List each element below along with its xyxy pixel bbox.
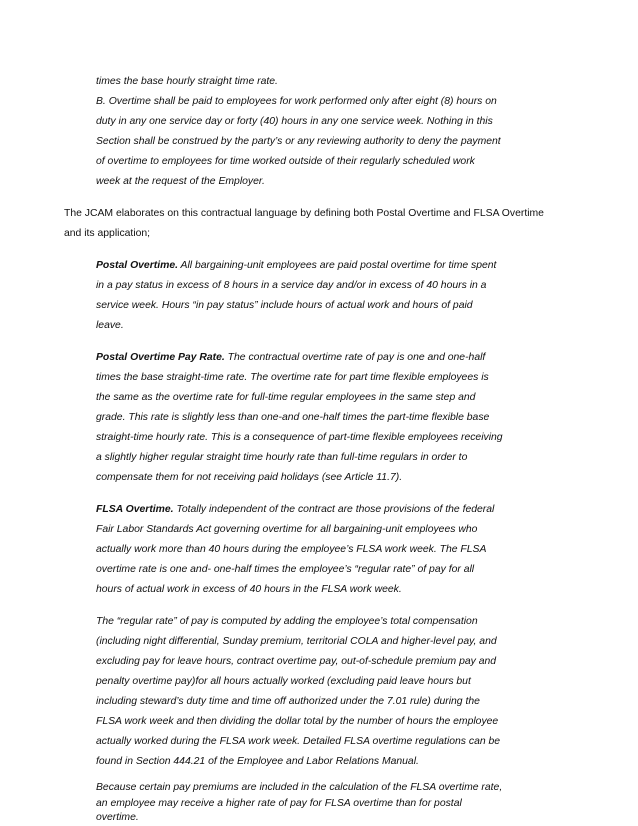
contract-line: B. Overtime shall be paid to employees for work performed only after eight (8) hours on	[96, 96, 497, 107]
premiums-line: overtime.	[96, 812, 139, 823]
contract-line: week at the request of the Employer.	[96, 176, 265, 187]
regular-rate-line: including steward’s duty time and time off authorized under the 7.01 rule) during the	[96, 696, 480, 707]
postal-rate-line: grade. This rate is slightly less than one-and one-half times the part-time flexible base	[96, 412, 490, 423]
flsa-overtime-line: Fair Labor Standards Act governing overtime for all bargaining-unit employees who	[96, 524, 478, 535]
regular-rate-line: found in Section 444.21 of the Employee and Labor Relations Manual.	[96, 756, 419, 767]
postal-rate-line: the same as the overtime rate for full-time regular employees in the same step and	[96, 392, 476, 403]
flsa-overtime-first-line	[96, 504, 494, 516]
postal-rate-line: times the base straight-time rate. The overtime rate for part time flexible employees is	[96, 372, 489, 383]
contract-line: Section shall be construed by the party’s or any reviewing authority to deny the payment	[96, 136, 501, 147]
intro-line: The JCAM elaborates on this contractual language by defining both Postal Overtime and FLSA Overtime	[64, 208, 544, 219]
regular-rate-line: The “regular rate” of pay is computed by adding the employee’s total compensation	[96, 616, 478, 627]
postal-rate-line: straight-time hourly rate. This is a consequence of part-time flexible employees receiving	[96, 432, 503, 443]
postal-rate-first-line	[96, 352, 485, 364]
postal-overtime-text: All bargaining-unit employees are paid postal overtime for time spent	[178, 260, 497, 271]
contract-line: times the base hourly straight time rate.	[96, 76, 278, 87]
contract-line: duty in any one service day or forty (40) hours in any one service week. Nothing in this	[96, 116, 493, 127]
flsa-overtime-line: actually work more than 40 hours during the employee’s FLSA work week. The FLSA	[96, 544, 487, 555]
regular-rate-line: actually worked during the FLSA work week. Detailed FLSA overtime regulations can be	[96, 736, 501, 747]
postal-overtime-heading: Postal Overtime.	[96, 260, 179, 271]
flsa-overtime-heading: FLSA Overtime.	[96, 504, 174, 515]
postal-rate-heading: Postal Overtime Pay Rate.	[96, 352, 225, 363]
regular-rate-line: excluding pay for leave hours, contract overtime pay, out-of-schedule premium pay and	[96, 656, 497, 667]
flsa-overtime-line: hours of actual work in excess of 40 hours in the FLSA work week.	[96, 584, 402, 595]
flsa-overtime-line: overtime rate is one and- one-half times the employee’s “regular rate” of pay for all	[96, 564, 475, 575]
postal-overtime-line: leave.	[96, 320, 124, 331]
intro-line: and its application;	[64, 228, 151, 239]
premiums-line: Because certain pay premiums are included in the calculation of the FLSA overtime rate,	[96, 782, 503, 793]
postal-overtime-line: in a pay status in excess of 8 hours in a service day and/or in excess of 40 hours in a	[96, 280, 487, 291]
regular-rate-line: penalty overtime pay)for all hours actually worked (excluding paid leave hours but	[96, 676, 471, 687]
postal-rate-line: a slightly higher regular straight time hourly rate than full-time regulars in order to	[96, 452, 468, 463]
postal-rate-text: The contractual overtime rate of pay is one and one-half	[224, 352, 486, 363]
flsa-overtime-text: Totally independent of the contract are those provisions of the federal	[173, 504, 495, 515]
postal-rate-line: compensate them for not receiving paid holidays (see Article 11.7).	[96, 472, 403, 483]
postal-overtime-first-line	[96, 260, 496, 272]
premiums-line: an employee may receive a higher rate of pay for FLSA overtime than for postal	[96, 798, 462, 809]
regular-rate-line: (including night differential, Sunday premium, territorial COLA and higher-level pay, and	[96, 636, 497, 647]
contract-line: of overtime to employees for time worked outside of their regularly scheduled work	[96, 156, 475, 167]
regular-rate-line: FLSA work week and then dividing the dollar total by the number of hours the employee	[96, 716, 499, 727]
postal-overtime-line: service week. Hours “in pay status” include hours of actual work and hours of paid	[96, 300, 473, 311]
